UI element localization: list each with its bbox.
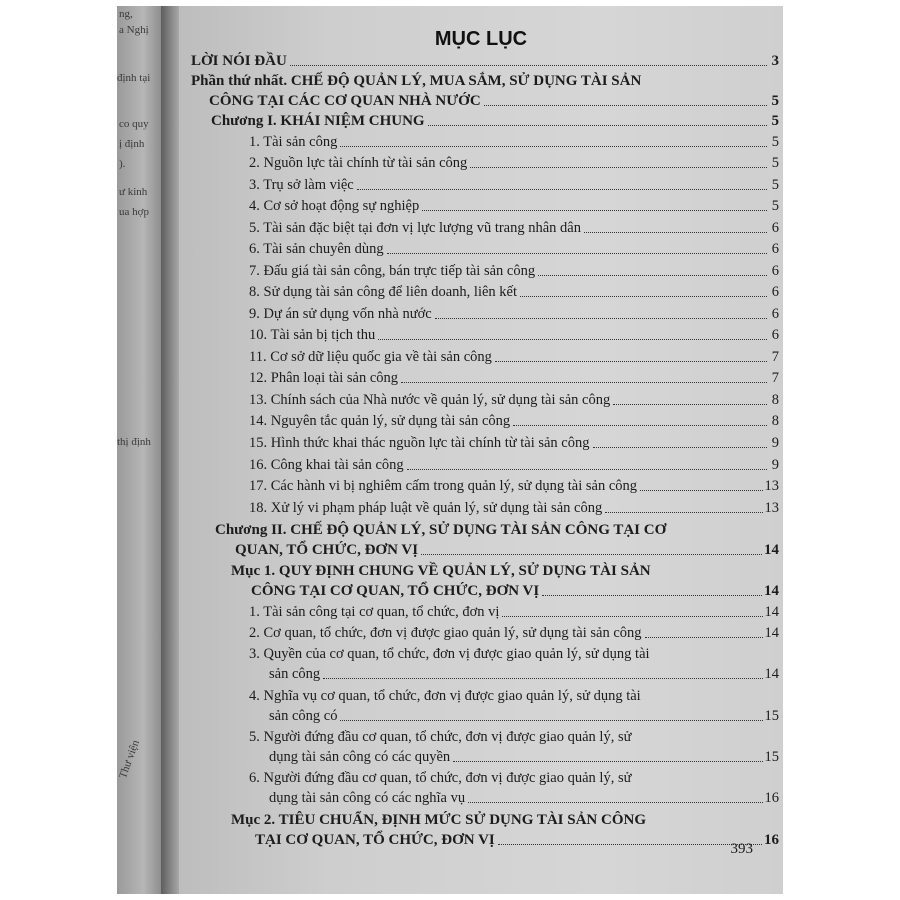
toc-entry[interactable]	[269, 789, 779, 807]
toc-page-ref: 6	[771, 263, 779, 279]
toc-entry[interactable]	[249, 348, 779, 366]
toc-entry[interactable]	[249, 262, 779, 280]
dot-leader	[584, 232, 767, 233]
toc-entry-title: 2. Nguồn lực tài chính từ tài sản công	[249, 155, 468, 171]
toc-entry[interactable]	[191, 52, 779, 70]
toc-page-ref: 15	[764, 708, 779, 724]
dot-leader	[640, 490, 762, 491]
toc-entry[interactable]	[249, 477, 779, 495]
left-page-fragment: ng,	[119, 8, 133, 20]
dot-leader	[422, 210, 767, 211]
toc-entry-title: 17. Các hành vi bị nghiêm cấm trong quản lý, sử dụng tài sản công	[249, 478, 638, 494]
toc-page	[179, 6, 783, 894]
toc-page-ref: 5	[771, 198, 779, 214]
toc-page-ref: 5	[771, 177, 779, 193]
toc-page-ref: 16	[764, 832, 779, 848]
dot-leader	[593, 447, 768, 448]
toc-page-ref: 5	[771, 155, 779, 171]
toc-entry[interactable]	[249, 240, 779, 258]
dot-leader	[513, 425, 767, 426]
dot-leader	[542, 595, 762, 596]
toc-page-ref: 14	[764, 625, 779, 641]
left-page-fragment: ua hợp	[119, 206, 149, 218]
book-photo	[117, 6, 783, 894]
toc-entry-title: Mục 1. QUY ĐỊNH CHUNG VỀ QUẢN LÝ, SỬ DỤNG TÀI SẢN	[231, 563, 651, 579]
toc-entry[interactable]	[249, 369, 779, 387]
toc-entry-title-cont: dụng tài sản công có các quyền	[269, 749, 451, 765]
toc-page-ref: 6	[771, 306, 779, 322]
dot-leader	[340, 146, 767, 147]
book-gutter	[161, 6, 179, 894]
dot-leader	[453, 761, 762, 762]
toc-page-ref: 5	[771, 134, 779, 150]
left-page-fragment: ị định	[119, 138, 145, 150]
toc-entry[interactable]	[269, 748, 779, 766]
toc-entry[interactable]	[249, 603, 779, 621]
toc-entry[interactable]	[249, 624, 779, 642]
toc-page-ref: 5	[771, 93, 779, 109]
toc-entry-title: 2. Cơ quan, tổ chức, đơn vị được giao quản lý, sử dụng tài sản công	[249, 625, 642, 641]
toc-entry[interactable]	[249, 219, 779, 237]
toc-entry-title: 3. Quyền của cơ quan, tổ chức, đơn vị được giao quản lý, sử dụng tài	[249, 646, 650, 662]
toc-entry-title: Phần thứ nhất. CHẾ ĐỘ QUẢN LÝ, MUA SẮM, SỬ DỤNG TÀI SẢN	[191, 73, 642, 89]
toc-page-ref: 3	[771, 53, 779, 69]
toc-entry-title: 6. Người đứng đầu cơ quan, tổ chức, đơn vị được giao quản lý, sử	[249, 770, 632, 786]
toc-entry-title: 1. Tài sản công tại cơ quan, tổ chức, đơn vị	[249, 604, 500, 620]
left-page-edge	[117, 6, 161, 894]
toc-entry-title-cont: sản công có	[269, 708, 338, 724]
toc-entry-title: 3. Trụ sở làm việc	[249, 177, 354, 193]
toc-entry-title-cont: sản công	[269, 666, 321, 682]
toc-page-ref: 16	[764, 790, 779, 806]
toc-entry-title: Chương II. CHẾ ĐỘ QUẢN LÝ, SỬ DỤNG TÀI SẢN CÔNG TẠI CƠ	[215, 522, 667, 538]
toc-page-ref: 13	[764, 478, 779, 494]
toc-entry[interactable]	[209, 92, 779, 110]
toc-entry[interactable]	[249, 305, 779, 323]
toc-entry[interactable]	[249, 176, 779, 194]
toc-page-ref: 15	[764, 749, 779, 765]
dot-leader	[484, 105, 767, 106]
toc-entry-title: 12. Phân loại tài sản công	[249, 370, 399, 386]
toc-entry-title: 18. Xử lý vi phạm pháp luật về quản lý, sử dụng tài sản công	[249, 500, 603, 516]
toc-entry[interactable]	[249, 391, 779, 409]
left-page-fragment: thị định	[117, 436, 151, 448]
toc-entry[interactable]	[249, 283, 779, 301]
toc-page-ref: 7	[771, 370, 779, 386]
toc-page-ref: 6	[771, 284, 779, 300]
toc-entry[interactable]	[249, 326, 779, 344]
toc-entry-title: 11. Cơ sở dữ liệu quốc gia về tài sản công	[249, 349, 492, 365]
dot-leader	[290, 65, 767, 66]
dot-leader	[498, 844, 762, 845]
toc-entry-title: Chương I. KHÁI NIỆM CHUNG	[211, 113, 425, 129]
toc-entry[interactable]	[249, 412, 779, 430]
toc-page-ref: 13	[764, 500, 779, 516]
toc-entry[interactable]	[269, 707, 779, 725]
dot-leader	[605, 512, 762, 513]
dot-leader	[378, 339, 767, 340]
dot-leader	[387, 253, 767, 254]
toc-page-ref: 7	[771, 349, 779, 365]
toc-entry-title: 16. Công khai tài sản công	[249, 457, 404, 473]
toc-entry-title: Mục 2. TIÊU CHUẨN, ĐỊNH MỨC SỬ DỤNG TÀI SẢN CÔNG	[231, 812, 647, 828]
dot-leader	[435, 318, 767, 319]
toc-page-ref: 9	[771, 457, 779, 473]
dot-leader	[401, 382, 767, 383]
toc-page-ref: 14	[764, 542, 779, 558]
left-page-fragment: định tại	[117, 72, 151, 84]
toc-page-ref: 14	[764, 604, 779, 620]
toc-entry[interactable]	[251, 582, 779, 600]
left-page-fragment: a Nghị	[119, 24, 149, 36]
toc-page-ref: 14	[764, 666, 779, 682]
toc-entry[interactable]	[249, 133, 779, 151]
toc-entry-title-cont: TẠI CƠ QUAN, TỔ CHỨC, ĐƠN VỊ	[255, 832, 495, 848]
toc-entry-title: 7. Đấu giá tài sản công, bán trực tiếp tài sản công	[249, 263, 536, 279]
toc-entry-title: 5. Tài sản đặc biệt tại đơn vị lực lượng vũ trang nhân dân	[249, 220, 581, 236]
toc-entry[interactable]	[235, 541, 779, 559]
page-number: 393	[730, 841, 753, 857]
toc-page-ref: 5	[771, 113, 779, 129]
dot-leader	[407, 469, 767, 470]
toc-entry[interactable]	[255, 831, 779, 849]
toc-page-ref: 9	[771, 435, 779, 451]
toc-entry-title: 10. Tài sản bị tịch thu	[249, 327, 376, 343]
dot-leader	[468, 802, 762, 803]
dot-leader	[470, 167, 767, 168]
toc-entry-title: 15. Hình thức khai thác nguồn lực tài chính từ tài sản công	[249, 435, 590, 451]
dot-leader	[495, 361, 767, 362]
dot-leader	[613, 404, 767, 405]
toc-entry[interactable]	[269, 665, 779, 683]
toc-entry-title-cont: CÔNG TẠI CƠ QUAN, TỔ CHỨC, ĐƠN VỊ	[251, 583, 540, 599]
dot-leader	[538, 275, 767, 276]
toc-entry-title: 6. Tài sản chuyên dùng	[249, 241, 384, 257]
dot-leader	[645, 637, 763, 638]
toc-entry-title: 4. Cơ sở hoạt động sự nghiệp	[249, 198, 420, 214]
toc-entry-title: 9. Dự án sử dụng vốn nhà nước	[249, 306, 432, 322]
toc-page-ref: 6	[771, 327, 779, 343]
toc-entry-title: 4. Nghĩa vụ cơ quan, tổ chức, đơn vị được giao quản lý, sử dụng tài	[249, 688, 641, 704]
dot-leader	[520, 296, 767, 297]
toc-page-ref: 8	[771, 413, 779, 429]
toc-entry-title: 14. Nguyên tắc quản lý, sử dụng tài sản công	[249, 413, 511, 429]
dot-leader	[357, 189, 767, 190]
left-page-fragment: Thư viện	[117, 738, 142, 781]
dot-leader	[323, 678, 762, 679]
toc-entry-title: 1. Tài sản công	[249, 134, 338, 150]
toc-entry[interactable]	[249, 434, 779, 452]
left-page-fragment: ).	[119, 158, 126, 170]
toc-entry-title: 13. Chính sách của Nhà nước về quản lý, sử dụng tài sản công	[249, 392, 611, 408]
toc-entry[interactable]	[211, 112, 779, 130]
dot-leader	[428, 125, 767, 126]
dot-leader	[502, 616, 762, 617]
dot-leader	[421, 554, 762, 555]
left-page-fragment: co quy	[119, 118, 149, 130]
toc-page-ref: 6	[771, 220, 779, 236]
toc-entry-title-cont: CÔNG TẠI CÁC CƠ QUAN NHÀ NƯỚC	[209, 93, 481, 109]
toc-entry[interactable]	[249, 154, 779, 172]
toc-entry-title-cont: dụng tài sản công có các nghĩa vụ	[269, 790, 466, 806]
page-title: MỤC LỤC	[434, 28, 528, 50]
toc-entry-title: LỜI NÓI ĐẦU	[191, 53, 287, 69]
toc-entry-title-cont: QUAN, TỔ CHỨC, ĐƠN VỊ	[235, 542, 419, 558]
toc-page-ref: 14	[764, 583, 779, 599]
toc-page-ref: 8	[771, 392, 779, 408]
toc-entry[interactable]	[249, 499, 779, 517]
toc-entry[interactable]	[249, 197, 779, 215]
toc-page-ref: 6	[771, 241, 779, 257]
toc-entry-title: 5. Người đứng đầu cơ quan, tổ chức, đơn vị được giao quản lý, sử	[249, 729, 632, 745]
left-page-fragment: ư kinh	[119, 186, 148, 198]
toc-entry[interactable]	[249, 456, 779, 474]
dot-leader	[340, 720, 762, 721]
toc-entry-title: 8. Sử dụng tài sản công để liên doanh, liên kết	[249, 284, 518, 300]
